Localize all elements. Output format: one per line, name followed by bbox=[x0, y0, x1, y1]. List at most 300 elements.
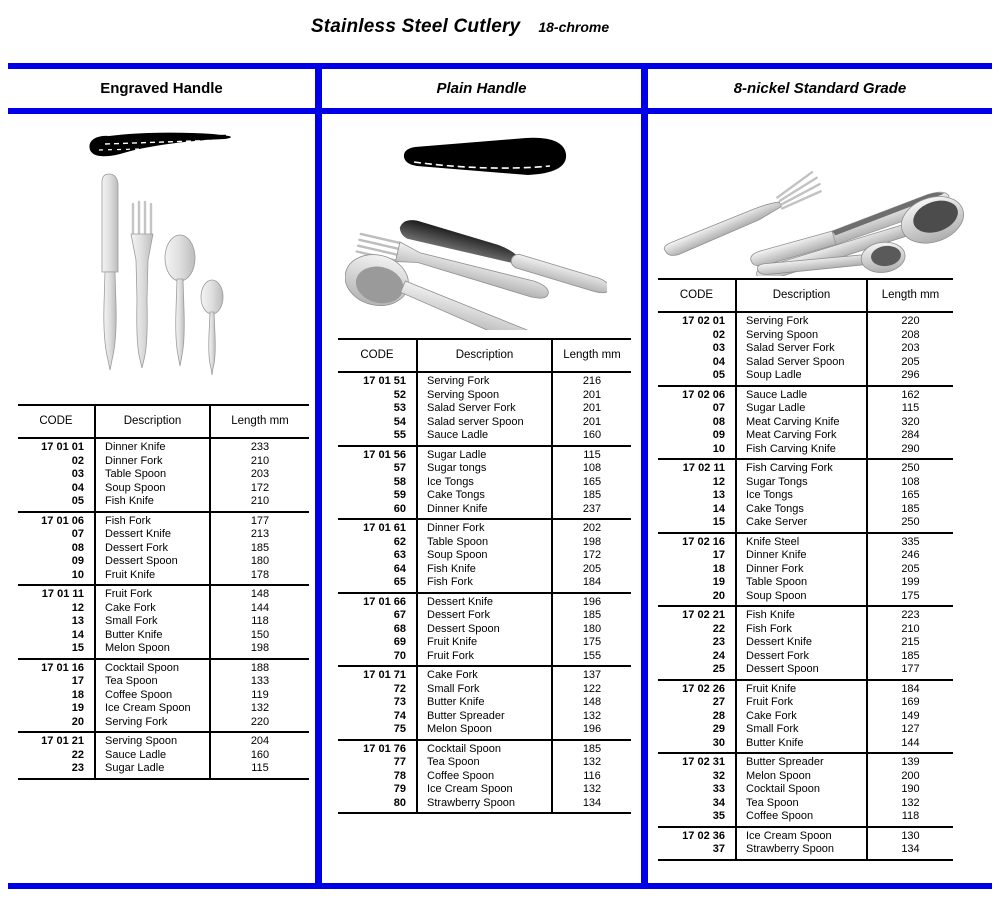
length-cell: 160 bbox=[582, 429, 602, 441]
length-cell: 284 bbox=[901, 429, 920, 441]
length-cell: 250 bbox=[901, 516, 920, 528]
table-row bbox=[338, 446, 631, 463]
code-cell: 07 bbox=[658, 402, 736, 416]
code-cell: 18 bbox=[18, 689, 95, 703]
code-cell: 68 bbox=[338, 623, 417, 637]
table-group bbox=[338, 446, 631, 520]
table-row bbox=[338, 797, 631, 814]
description-cell: Serving Fork bbox=[95, 716, 210, 733]
table-header bbox=[658, 279, 953, 312]
code-cell: 17 01 76 bbox=[338, 740, 417, 757]
description-cell: Coffee Spoon bbox=[95, 689, 210, 703]
description-cell: Soup Spoon bbox=[95, 482, 210, 496]
description-cell: Fish Knife bbox=[417, 563, 552, 577]
description-cell: Dessert Fork bbox=[417, 609, 552, 623]
table-row bbox=[658, 606, 953, 623]
table-row bbox=[18, 659, 309, 676]
code-cell: 03 bbox=[18, 468, 95, 482]
description-cell: Serving Spoon bbox=[417, 389, 552, 403]
table-row bbox=[658, 663, 953, 680]
length-cell: 196 bbox=[582, 595, 602, 608]
description-cell: Fish Knife bbox=[95, 495, 210, 512]
table-row bbox=[658, 356, 953, 370]
length-cell: 119 bbox=[251, 688, 269, 701]
table-group bbox=[338, 519, 631, 593]
table-row bbox=[18, 629, 309, 643]
description-cell: Cake Server bbox=[736, 516, 867, 533]
description-cell: Meat Carving Fork bbox=[736, 429, 867, 443]
description-cell: Soup Ladle bbox=[736, 369, 867, 386]
standard-grade-cutlery-set-photo bbox=[655, 118, 967, 276]
length-cell: 132 bbox=[582, 709, 602, 722]
code-cell: 63 bbox=[338, 549, 417, 563]
code-cell: 37 bbox=[658, 843, 736, 860]
table-row bbox=[658, 696, 953, 710]
length-cell: 213 bbox=[250, 528, 270, 540]
code-cell: 29 bbox=[658, 723, 736, 737]
length-cell: 108 bbox=[582, 462, 602, 474]
length-cell: 165 bbox=[582, 475, 602, 488]
description-cell: Cake Tongs bbox=[736, 503, 867, 517]
table-group bbox=[658, 459, 953, 533]
table-row bbox=[18, 602, 309, 616]
length-cell: 172 bbox=[582, 549, 602, 561]
description-cell: Ice Cream Spoon bbox=[417, 783, 552, 797]
description-cell: Dinner Knife bbox=[417, 503, 552, 520]
code-cell: 59 bbox=[338, 489, 417, 503]
table-row bbox=[338, 623, 631, 637]
table-row bbox=[658, 737, 953, 754]
code-cell: 17 02 16 bbox=[658, 533, 736, 550]
length-cell: 210 bbox=[901, 622, 920, 635]
description-cell: Dessert Knife bbox=[417, 593, 552, 610]
code-cell: 17 02 11 bbox=[658, 459, 736, 476]
code-cell: 32 bbox=[658, 770, 736, 784]
table-row bbox=[18, 542, 309, 556]
length-cell: 115 bbox=[251, 762, 269, 774]
code-cell: 18 bbox=[658, 563, 736, 577]
table-row bbox=[658, 429, 953, 443]
description-cell: Dinner Knife bbox=[95, 438, 210, 455]
length-cell: 210 bbox=[250, 495, 270, 507]
table-group bbox=[658, 680, 953, 754]
table-row bbox=[338, 723, 631, 740]
code-cell: 17 01 56 bbox=[338, 446, 417, 463]
table-row bbox=[658, 386, 953, 403]
code-cell: 17 bbox=[18, 675, 95, 689]
description-cell: Strawberry Spoon bbox=[736, 843, 867, 860]
code-cell: 13 bbox=[658, 489, 736, 503]
description-cell: Meat Carving Knife bbox=[736, 416, 867, 430]
description-cell: Small Fork bbox=[736, 723, 867, 737]
length-cell: 200 bbox=[901, 769, 920, 782]
plain-handle-price-table bbox=[338, 338, 631, 814]
code-cell: 08 bbox=[18, 542, 95, 556]
table-row bbox=[338, 402, 631, 416]
description-header: Description bbox=[736, 279, 867, 312]
table-row bbox=[338, 593, 631, 610]
length-cell: 134 bbox=[582, 796, 602, 809]
table-row bbox=[18, 749, 309, 763]
table-group bbox=[658, 753, 953, 827]
code-cell: 17 01 71 bbox=[338, 666, 417, 683]
description-cell: Salad Server Fork bbox=[736, 342, 867, 356]
table-row bbox=[658, 770, 953, 784]
table-group bbox=[18, 512, 309, 586]
table-row bbox=[338, 666, 631, 683]
standard-grade-price-table bbox=[658, 278, 953, 861]
description-cell: Sugar Ladle bbox=[417, 446, 552, 463]
description-cell: Butter Knife bbox=[95, 629, 210, 643]
length-cell: 127 bbox=[901, 723, 920, 735]
length-cell: 223 bbox=[901, 609, 920, 621]
code-cell: 10 bbox=[18, 569, 95, 586]
description-cell: Butter Spreader bbox=[417, 710, 552, 724]
length-cell: 172 bbox=[250, 481, 270, 494]
code-cell: 79 bbox=[338, 783, 417, 797]
table-group bbox=[658, 606, 953, 680]
code-cell: 25 bbox=[658, 663, 736, 680]
code-cell: 17 02 31 bbox=[658, 753, 736, 770]
table-group bbox=[18, 585, 309, 659]
description-header: Description bbox=[95, 405, 210, 438]
length-cell: 233 bbox=[250, 441, 270, 453]
table-row bbox=[18, 555, 309, 569]
table-row bbox=[658, 827, 953, 844]
table-row bbox=[658, 753, 953, 770]
length-cell: 204 bbox=[250, 735, 270, 747]
table-row bbox=[338, 416, 631, 430]
table-row bbox=[18, 455, 309, 469]
description-cell: Table Spoon bbox=[736, 576, 867, 590]
table-row bbox=[658, 369, 953, 386]
code-cell: 12 bbox=[18, 602, 95, 616]
length-cell: 150 bbox=[250, 628, 270, 641]
table-row bbox=[338, 650, 631, 667]
length-cell: 130 bbox=[901, 829, 920, 842]
length-cell: 185 bbox=[582, 742, 602, 755]
table-group bbox=[18, 659, 309, 733]
length-cell: 169 bbox=[901, 696, 920, 708]
code-cell: 54 bbox=[338, 416, 417, 430]
table-row bbox=[658, 489, 953, 503]
code-cell: 03 bbox=[658, 342, 736, 356]
table-group bbox=[338, 593, 631, 667]
length-cell: 180 bbox=[250, 555, 270, 567]
code-cell: 09 bbox=[658, 429, 736, 443]
table-row bbox=[18, 569, 309, 586]
table-group bbox=[338, 666, 631, 740]
description-cell: Cake Fork bbox=[95, 602, 210, 616]
code-cell: 19 bbox=[658, 576, 736, 590]
description-cell: Dessert Fork bbox=[95, 542, 210, 556]
table-row bbox=[18, 675, 309, 689]
table-row bbox=[658, 312, 953, 329]
description-cell: Soup Spoon bbox=[417, 549, 552, 563]
engraved-handle-cutlery-set-photo bbox=[85, 170, 235, 388]
description-cell: Fish Carving Fork bbox=[736, 459, 867, 476]
description-cell: Fruit Knife bbox=[95, 569, 210, 586]
table-row bbox=[658, 416, 953, 430]
code-cell: 58 bbox=[338, 476, 417, 490]
table-row bbox=[658, 723, 953, 737]
code-cell: 57 bbox=[338, 462, 417, 476]
column-divider-2 bbox=[641, 63, 648, 889]
length-cell: 320 bbox=[901, 415, 920, 428]
length-cell: 335 bbox=[901, 535, 920, 548]
length-cell: 201 bbox=[582, 415, 602, 428]
length-cell: 165 bbox=[901, 489, 920, 501]
table-row bbox=[658, 533, 953, 550]
length-cell: 198 bbox=[582, 535, 602, 548]
header-band-rule bbox=[8, 108, 992, 114]
description-cell: Sauce Ladle bbox=[736, 386, 867, 403]
table-row bbox=[338, 783, 631, 797]
length-cell: 185 bbox=[901, 649, 920, 662]
table-row bbox=[18, 716, 309, 733]
description-cell: Fruit Knife bbox=[736, 680, 867, 697]
table-group bbox=[338, 740, 631, 814]
length-cell: 205 bbox=[582, 562, 602, 575]
table-row bbox=[658, 476, 953, 490]
description-cell: Sauce Ladle bbox=[95, 749, 210, 763]
length-cell: 290 bbox=[901, 442, 920, 455]
code-cell: 65 bbox=[338, 576, 417, 593]
table-row bbox=[338, 696, 631, 710]
table-row bbox=[18, 495, 309, 512]
table-row bbox=[338, 429, 631, 446]
table-group bbox=[658, 386, 953, 460]
table-header bbox=[338, 339, 631, 372]
table-row bbox=[338, 489, 631, 503]
table-row bbox=[18, 482, 309, 496]
code-cell: 73 bbox=[338, 696, 417, 710]
length-cell: 118 bbox=[251, 615, 269, 627]
description-cell: Melon Spoon bbox=[95, 642, 210, 659]
table-row bbox=[338, 576, 631, 593]
length-cell: 160 bbox=[250, 748, 270, 761]
table-header-row bbox=[338, 339, 631, 372]
table-group bbox=[658, 533, 953, 607]
length-cell: 208 bbox=[901, 328, 920, 341]
description-cell: Sauce Ladle bbox=[417, 429, 552, 446]
description-cell: Cocktail Spoon bbox=[95, 659, 210, 676]
length-cell: 116 bbox=[583, 769, 601, 782]
page-title-row bbox=[0, 16, 920, 38]
table-row bbox=[338, 549, 631, 563]
description-cell: Table Spoon bbox=[417, 536, 552, 550]
description-cell: Dessert Knife bbox=[736, 636, 867, 650]
length-cell: 175 bbox=[901, 589, 920, 602]
page-subtitle: 18-chrome bbox=[538, 19, 610, 35]
description-cell: Cake Tongs bbox=[417, 489, 552, 503]
length-cell: 246 bbox=[901, 549, 920, 561]
code-cell: 74 bbox=[338, 710, 417, 724]
table-row bbox=[18, 732, 309, 749]
description-cell: Coffee Spoon bbox=[736, 810, 867, 827]
code-cell: 17 02 01 bbox=[658, 312, 736, 329]
table-row bbox=[338, 609, 631, 623]
table-row bbox=[658, 680, 953, 697]
description-cell: Ice Tongs bbox=[736, 489, 867, 503]
description-cell: Fish Carving Knife bbox=[736, 443, 867, 460]
plain-handle-pattern-image bbox=[398, 134, 572, 182]
description-cell: Cake Fork bbox=[417, 666, 552, 683]
description-cell: Fruit Fork bbox=[736, 696, 867, 710]
description-cell: Fruit Fork bbox=[95, 585, 210, 602]
table-row bbox=[338, 389, 631, 403]
code-cell: 33 bbox=[658, 783, 736, 797]
code-cell: 10 bbox=[658, 443, 736, 460]
description-cell: Salad Server Spoon bbox=[736, 356, 867, 370]
code-cell: 52 bbox=[338, 389, 417, 403]
code-cell: 23 bbox=[658, 636, 736, 650]
code-cell: 17 02 21 bbox=[658, 606, 736, 623]
length-cell: 215 bbox=[901, 636, 920, 648]
length-cell: 202 bbox=[582, 522, 602, 534]
length-cell: 205 bbox=[901, 355, 920, 368]
description-cell: Salad Server Fork bbox=[417, 402, 552, 416]
length-cell: 199 bbox=[901, 576, 920, 588]
description-cell: Butter Knife bbox=[417, 696, 552, 710]
description-cell: Cocktail Spoon bbox=[417, 740, 552, 757]
length-cell: 203 bbox=[901, 342, 920, 354]
length-cell: 178 bbox=[250, 568, 270, 581]
description-cell: Salad server Spoon bbox=[417, 416, 552, 430]
code-cell: 17 02 06 bbox=[658, 386, 736, 403]
code-cell: 17 01 06 bbox=[18, 512, 95, 529]
description-cell: Fish Fork bbox=[736, 623, 867, 637]
length-cell: 144 bbox=[901, 736, 920, 749]
table-row bbox=[658, 516, 953, 533]
length-cell: 177 bbox=[250, 514, 270, 527]
description-cell: Melon Spoon bbox=[417, 723, 552, 740]
code-cell: 17 01 16 bbox=[18, 659, 95, 676]
length-cell: 132 bbox=[250, 702, 270, 714]
length-cell: 203 bbox=[250, 468, 270, 480]
code-cell: 17 01 01 bbox=[18, 438, 95, 455]
engraved-handle-price-table bbox=[18, 404, 309, 780]
engraved-handle-pattern-image bbox=[85, 126, 237, 172]
code-cell: 04 bbox=[18, 482, 95, 496]
description-cell: Small Fork bbox=[417, 683, 552, 697]
description-header: Description bbox=[417, 339, 552, 372]
table-group bbox=[18, 438, 309, 512]
description-cell: Dinner Fork bbox=[95, 455, 210, 469]
table-row bbox=[658, 402, 953, 416]
table-row bbox=[338, 740, 631, 757]
table-row bbox=[658, 576, 953, 590]
length-cell: 185 bbox=[250, 541, 270, 554]
description-cell: Serving Spoon bbox=[95, 732, 210, 749]
length-cell: 115 bbox=[901, 402, 920, 414]
table-row bbox=[18, 762, 309, 779]
section-header-engraved-handle: Engraved Handle bbox=[100, 80, 223, 97]
table-row bbox=[18, 642, 309, 659]
length-cell: 148 bbox=[250, 588, 270, 600]
length-cell: 133 bbox=[250, 675, 270, 687]
code-cell: 72 bbox=[338, 683, 417, 697]
code-cell: 69 bbox=[338, 636, 417, 650]
length-cell: 122 bbox=[582, 682, 602, 695]
length-cell: 210 bbox=[250, 454, 270, 467]
code-cell: 09 bbox=[18, 555, 95, 569]
description-cell: Fruit Knife bbox=[417, 636, 552, 650]
table-row bbox=[338, 770, 631, 784]
length-cell: 149 bbox=[901, 709, 920, 722]
description-cell: Fruit Fork bbox=[417, 650, 552, 667]
code-cell: 17 01 66 bbox=[338, 593, 417, 610]
length-cell: 184 bbox=[901, 682, 920, 695]
table-row bbox=[658, 710, 953, 724]
description-cell: Ice Tongs bbox=[417, 476, 552, 490]
description-cell: Sugar Tongs bbox=[736, 476, 867, 490]
code-cell: 24 bbox=[658, 650, 736, 664]
table-row bbox=[18, 438, 309, 455]
table-group bbox=[338, 372, 631, 446]
length-cell: 216 bbox=[582, 375, 602, 387]
code-cell: 13 bbox=[18, 615, 95, 629]
table-row bbox=[658, 636, 953, 650]
description-cell: Ice Cream Spoon bbox=[95, 702, 210, 716]
table-row bbox=[18, 512, 309, 529]
section-header-plain-handle: Plain Handle bbox=[436, 80, 527, 97]
length-cell: 132 bbox=[582, 756, 602, 768]
table-row bbox=[338, 462, 631, 476]
length-cell: 185 bbox=[901, 502, 920, 515]
description-cell: Fish Fork bbox=[417, 576, 552, 593]
length-cell: 190 bbox=[901, 783, 920, 795]
description-cell: Cocktail Spoon bbox=[736, 783, 867, 797]
table-row bbox=[18, 585, 309, 602]
code-cell: 19 bbox=[18, 702, 95, 716]
table-row bbox=[658, 342, 953, 356]
code-cell: 27 bbox=[658, 696, 736, 710]
length-cell: 162 bbox=[901, 388, 920, 401]
code-cell: 15 bbox=[658, 516, 736, 533]
length-cell: 134 bbox=[901, 843, 920, 855]
description-cell: Fish Fork bbox=[95, 512, 210, 529]
description-cell: Tea Spoon bbox=[417, 756, 552, 770]
description-cell: Sugar Ladle bbox=[95, 762, 210, 779]
description-cell: Melon Spoon bbox=[736, 770, 867, 784]
description-cell: Soup Spoon bbox=[736, 590, 867, 607]
code-cell: 17 02 36 bbox=[658, 827, 736, 844]
table-row bbox=[338, 636, 631, 650]
code-cell: 62 bbox=[338, 536, 417, 550]
code-header: CODE bbox=[338, 339, 417, 372]
description-cell: Table Spoon bbox=[95, 468, 210, 482]
code-cell: 12 bbox=[658, 476, 736, 490]
length-cell: 144 bbox=[250, 601, 270, 614]
table-row bbox=[658, 549, 953, 563]
length-cell: 132 bbox=[582, 783, 602, 795]
length-cell: 185 bbox=[582, 609, 602, 621]
code-header: CODE bbox=[658, 279, 736, 312]
code-cell: 78 bbox=[338, 770, 417, 784]
table-header bbox=[18, 405, 309, 438]
description-cell: Knife Steel bbox=[736, 533, 867, 550]
code-cell: 20 bbox=[658, 590, 736, 607]
code-cell: 34 bbox=[658, 797, 736, 811]
plain-handle-cutlery-set-photo bbox=[345, 185, 607, 330]
page-title: Stainless Steel Cutlery bbox=[310, 16, 521, 37]
table-header-row bbox=[658, 279, 953, 312]
table-row bbox=[18, 615, 309, 629]
table-row bbox=[658, 503, 953, 517]
table-row bbox=[338, 503, 631, 520]
length-cell: 185 bbox=[582, 489, 602, 501]
